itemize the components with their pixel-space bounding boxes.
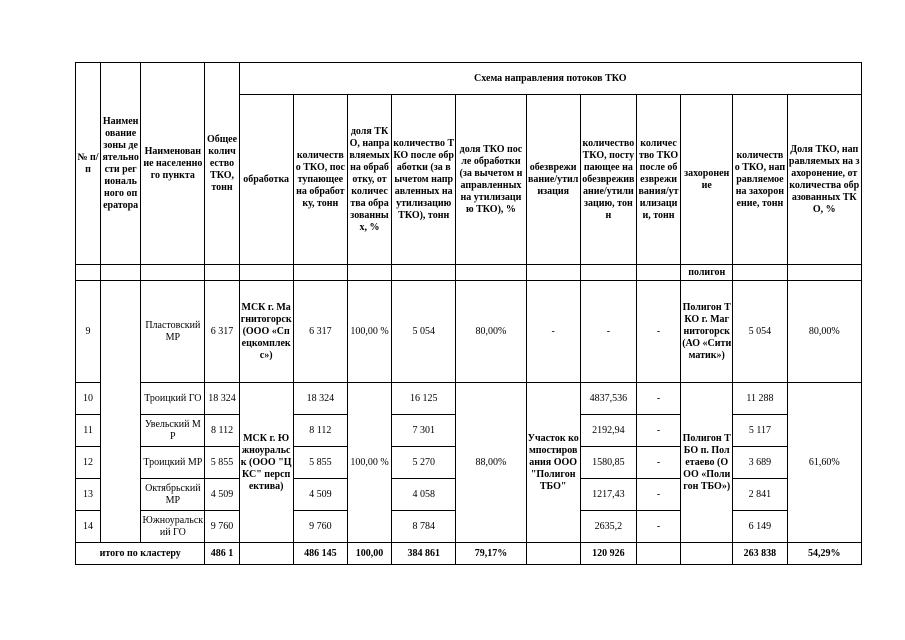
group-processing: МСК г. Южноуральск (ООО "ЦКС" перспектива) (239, 383, 293, 543)
totals-empty (526, 543, 580, 565)
cell-qty-after-processing: 16 125 (392, 383, 456, 415)
cell-qty-to-burial: 5 054 (733, 281, 787, 383)
cell-qty-after-neutralization: - (636, 415, 680, 447)
header-share-burial: Доля ТКО, направляемых на захоронение, от количества образованных ТКО, % (787, 95, 862, 265)
cell-qty-to-processing: 6 317 (293, 281, 347, 383)
cell-qty-after-processing: 4 058 (392, 479, 456, 511)
cell-qty-to-neutralization: 4837,536 (580, 383, 636, 415)
header-share-after-processing: доля ТКО после обработки (за вычетом направленных на утилизацию ТКО), % (456, 95, 526, 265)
cell-qty-to-burial: 3 689 (733, 447, 787, 479)
cell-qty-after-processing: 7 301 (392, 415, 456, 447)
cell-zone (101, 281, 141, 543)
subheader-burial-type: полигон (681, 265, 733, 281)
cell-num: 10 (76, 383, 101, 415)
totals-qty-after-processing: 384 861 (392, 543, 456, 565)
cell-total: 5 855 (205, 447, 239, 479)
cell-settlement: Октябрьский МР (141, 479, 205, 511)
cell-settlement: Пластовский МР (141, 281, 205, 383)
cell-total: 9 760 (205, 511, 239, 543)
cell-qty-after-neutralization: - (636, 511, 680, 543)
subheader-cell (239, 265, 293, 281)
cell-num: 11 (76, 415, 101, 447)
cell-qty-to-processing: 9 760 (293, 511, 347, 543)
header-num: № п/п (76, 63, 101, 265)
totals-qty-to-burial: 263 838 (733, 543, 787, 565)
group-share-burial: 61,60% (787, 383, 862, 543)
cell-total: 8 112 (205, 415, 239, 447)
cell-qty-to-neutralization: 1580,85 (580, 447, 636, 479)
cell-num: 9 (76, 281, 101, 383)
group-burial: Полигон ТБО п. Полетаево (ООО «Полигон ТБО») (681, 383, 733, 543)
tko-flow-table (75, 62, 862, 565)
cell-qty-after-neutralization: - (636, 281, 680, 383)
cell-num: 12 (76, 447, 101, 479)
totals-share-processed: 100,00 (347, 543, 391, 565)
cell-qty-to-neutralization: - (580, 281, 636, 383)
cell-num: 14 (76, 511, 101, 543)
header-qty-to-processing: количество ТКО, поступающее на обработку, тонн (293, 95, 347, 265)
cell-total: 6 317 (205, 281, 239, 383)
cell-qty-to-burial: 6 149 (733, 511, 787, 543)
cell-num: 13 (76, 479, 101, 511)
cell-qty-to-neutralization: 2635,2 (580, 511, 636, 543)
cell-neutralization: - (526, 281, 580, 383)
subheader-cell (456, 265, 526, 281)
totals-empty (681, 543, 733, 565)
subheader-cell (636, 265, 680, 281)
subheader-cell (293, 265, 347, 281)
header-scheme: Схема направления потоков ТКО (239, 63, 861, 95)
subheader-cell (205, 265, 239, 281)
totals-qty-to-neutralization: 120 926 (580, 543, 636, 565)
subheader-cell (141, 265, 205, 281)
cell-settlement: Троицкий ГО (141, 383, 205, 415)
totals-total: 486 1 (205, 543, 239, 565)
cell-qty-after-neutralization: - (636, 447, 680, 479)
cell-qty-to-processing: 4 509 (293, 479, 347, 511)
cell-qty-to-neutralization: 1217,43 (580, 479, 636, 511)
header-share-processed: доля ТКО, направляемых на обработку, от количества образованных, % (347, 95, 391, 265)
cell-share-burial: 80,00% (787, 281, 862, 383)
header-burial: захоронение (681, 95, 733, 265)
header-neutralization: обезвреживание/утилизация (526, 95, 580, 265)
cell-qty-to-neutralization: 2192,94 (580, 415, 636, 447)
cell-qty-to-burial: 2 841 (733, 479, 787, 511)
cell-settlement: Троицкий МР (141, 447, 205, 479)
cell-qty-to-processing: 5 855 (293, 447, 347, 479)
totals-empty (636, 543, 680, 565)
subheader-cell (787, 265, 862, 281)
cell-qty-after-processing: 5 270 (392, 447, 456, 479)
totals-empty (239, 543, 293, 565)
subheader-cell (733, 265, 787, 281)
cell-qty-to-burial: 5 117 (733, 415, 787, 447)
totals-row (76, 543, 862, 565)
cell-qty-after-neutralization: - (636, 383, 680, 415)
subheader-cell (392, 265, 456, 281)
cell-share-processed: 100,00 % (347, 281, 391, 383)
header-zone: Наименование зоны деятельности регионального оператора (101, 63, 141, 265)
header-processing: обработка (239, 95, 293, 265)
cell-total: 18 324 (205, 383, 239, 415)
cell-share-after-processing: 80,00% (456, 281, 526, 383)
cell-qty-to-processing: 8 112 (293, 415, 347, 447)
header-qty-after-processing: количество ТКО после обработки (за вычетом направленных на утилизацию ТКО), тонн (392, 95, 456, 265)
subheader-cell (580, 265, 636, 281)
cell-qty-to-processing: 18 324 (293, 383, 347, 415)
table-row (76, 281, 862, 383)
group-share-processed: 100,00 % (347, 383, 391, 543)
totals-share-burial: 54,29% (787, 543, 862, 565)
totals-share-after-processing: 79,17% (456, 543, 526, 565)
header-total: Общее количество ТКО, тонн (205, 63, 239, 265)
group-neutralization: Участок компостирования ООО "Полигон ТБО" (526, 383, 580, 543)
cell-total: 4 509 (205, 479, 239, 511)
cell-qty-after-processing: 5 054 (392, 281, 456, 383)
cell-processing: МСК г. Магнитогорск (ООО «Спецкомплекс») (239, 281, 293, 383)
header-qty-to-neutralization: количество ТКО, поступающее на обезвреживание/утилизацию, тонн (580, 95, 636, 265)
cell-qty-after-neutralization: - (636, 479, 680, 511)
cell-settlement: Увельский МР (141, 415, 205, 447)
table-row (76, 383, 862, 415)
header-qty-after-neutralization: количество ТКО после обезвреживания/утилизации, тонн (636, 95, 680, 265)
cell-burial: Полигон ТКО г. Магнитогорск (АО «Ситиматик») (681, 281, 733, 383)
subheader-cell (526, 265, 580, 281)
cell-settlement: Южноуральский ГО (141, 511, 205, 543)
group-share-after-processing: 88,00% (456, 383, 526, 543)
cell-qty-to-burial: 11 288 (733, 383, 787, 415)
totals-label: итого по кластеру (76, 543, 205, 565)
subheader-cell (76, 265, 101, 281)
header-qty-to-burial: количество ТКО, направляемое на захоронение, тонн (733, 95, 787, 265)
cell-qty-after-processing: 8 784 (392, 511, 456, 543)
header-settlement: Наименование населенного пункта (141, 63, 205, 265)
subheader-cell (347, 265, 391, 281)
subheader-cell (101, 265, 141, 281)
totals-qty-to-processing: 486 145 (293, 543, 347, 565)
